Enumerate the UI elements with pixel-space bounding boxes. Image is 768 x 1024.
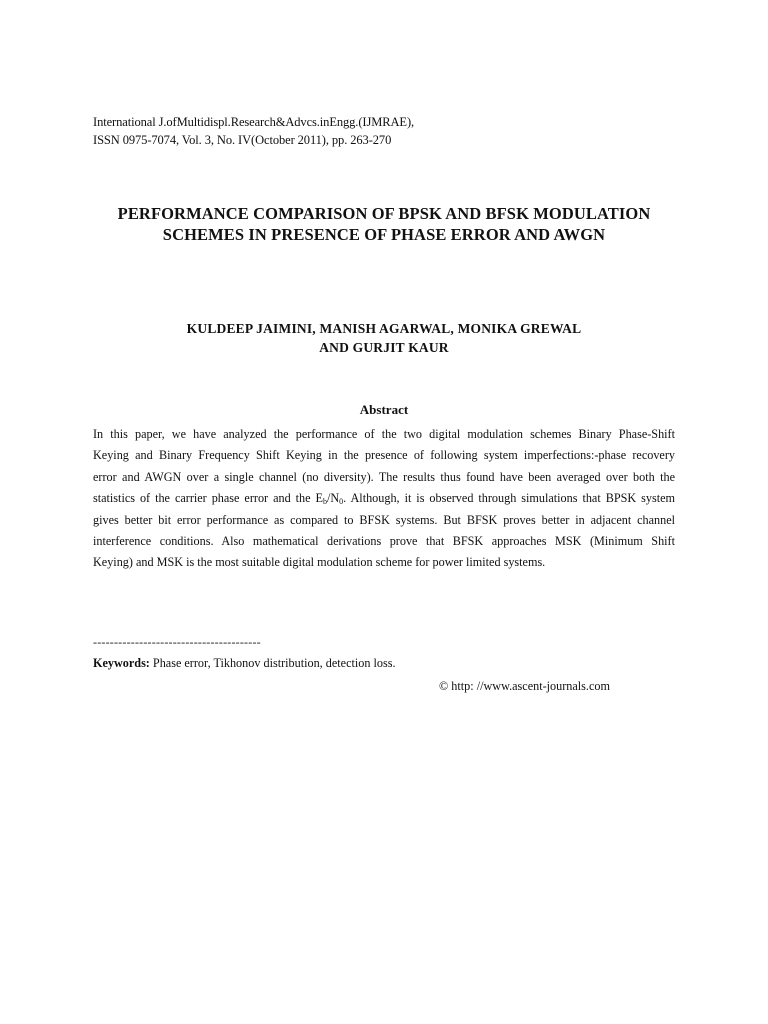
journal-issn-line: ISSN 0975-7074, Vol. 3, No. IV(October 2011), pp. 263-270 [93,133,392,147]
abstract-line-7: Keying) and MSK is the most suitable digital modulation scheme for power limited systems. [93,555,546,570]
abstract-line-4-end: . Although, it is observed through simulations that BPSK system [343,491,676,506]
abstract-line-4 [93,488,675,509]
author-line-2: AND GURJIT KAUR [319,340,449,355]
author-list [60,319,708,357]
abstract-body [93,424,675,574]
copyright-notice: © http: //www.ascent-journals.com [439,679,610,693]
journal-citation-line: International J.ofMultidispl.Research&Advcs.inEngg.(IJMRAE), [93,115,415,129]
keywords-text: Phase error, Tikhonov distribution, detection loss. [149,656,396,670]
n0-subscript: 0 [339,497,344,507]
keywords-line [93,656,396,671]
paper-title [60,203,708,245]
abstract-line-4-ratio: /N [326,491,340,506]
abstract-line-1: In this paper, we have analyzed the performance of the two digital modulation schemes Binary Phase-Shift [93,427,675,441]
abstract-line-2: Keying and Binary Frequency Shift Keying in the presence of following system imperfections:-phase recovery [93,448,675,463]
abstract-line-4-start: statistics of the carrier phase error and the E [93,491,323,506]
abstract-line-6: interference conditions. Also mathematical derivations prove that BFSK approaches MSK (Minimum Shift [93,534,675,549]
footnote-rule: ---------------------------------------- [93,635,261,649]
abstract-heading: Abstract [359,402,409,417]
abstract-line-5: gives better bit error performance as compared to BFSK systems. But BFSK proves better in adjacent channel [93,512,675,527]
author-line-1: KULDEEP JAIMINI, MANISH AGARWAL, MONIKA GREWAL [186,321,582,336]
journal-header [93,113,414,149]
eb-subscript: b [322,497,327,507]
paper-title-line-2: SCHEMES IN PRESENCE OF PHASE ERROR AND AWGN [162,225,606,244]
abstract-line-3: error and AWGN over a single channel (no diversity). The results thus found have been averaged over both the [93,469,675,484]
keywords-label: Keywords: [93,656,150,670]
paper-title-line-1: PERFORMANCE COMPARISON OF BPSK AND BFSK MODULATION [117,204,651,223]
